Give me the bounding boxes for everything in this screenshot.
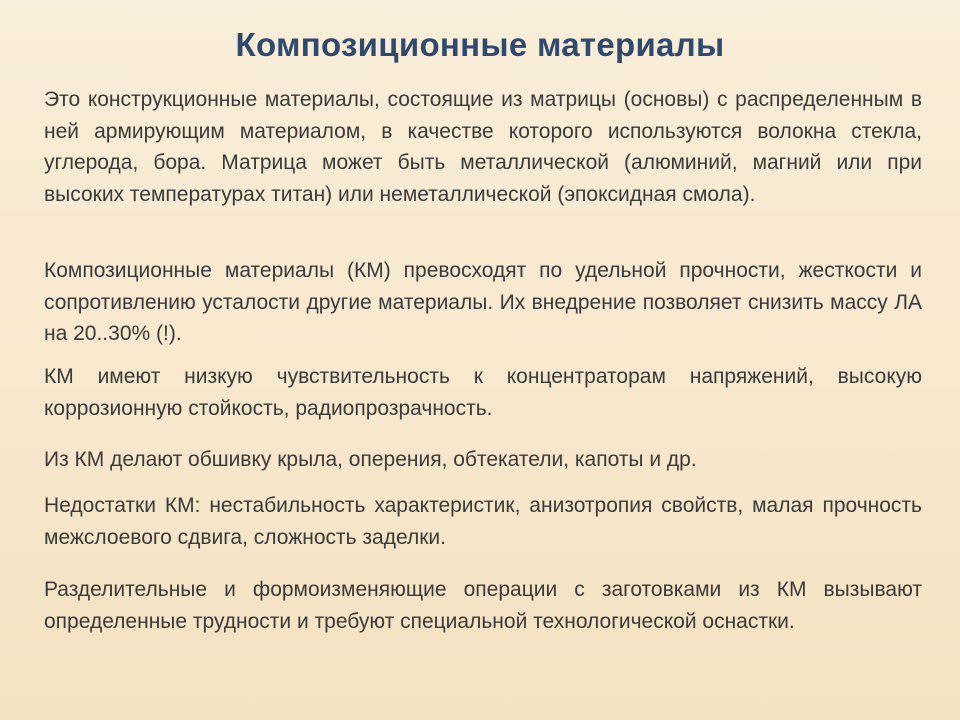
paragraph-disadvantages: Недостатки КМ: нестабильность характеристик, анизотропия свойств, малая прочность межслоевого сдвига, сложность заделки. bbox=[44, 494, 922, 549]
paragraph-processing: Разделительные и формоизменяющие операции с заготовками из КМ вызывают определенные трудности и требуют специальной технологической оснастки. bbox=[44, 578, 922, 633]
paragraph-advantages: Композиционные материалы (КМ) превосходят по удельной прочности, жесткости и сопротивлению усталости другие материалы. Их внедрение позволяет снизить массу ЛА на 20..30% (!). bbox=[44, 259, 922, 345]
slide-title: Композиционные материалы bbox=[235, 26, 725, 63]
paragraph-properties: КМ имеют низкую чувствительность к концентраторам напряжений, высокую коррозионную стойкость, радиопрозрачность. bbox=[44, 365, 922, 420]
paragraph-applications: Из КМ делают обшивку крыла, оперения, обтекатели, капоты и др. bbox=[44, 448, 697, 471]
paragraph-definition: Это конструкционные материалы, состоящие из матрицы (основы) с распределенным в ней армирующим материалом, в качестве которого используются волокна стекла, углерода, бора. Матрица может быть металлической (алюминий, магний или при высоких температурах титан) или неметаллической (эпоксидная смола). bbox=[44, 88, 922, 206]
